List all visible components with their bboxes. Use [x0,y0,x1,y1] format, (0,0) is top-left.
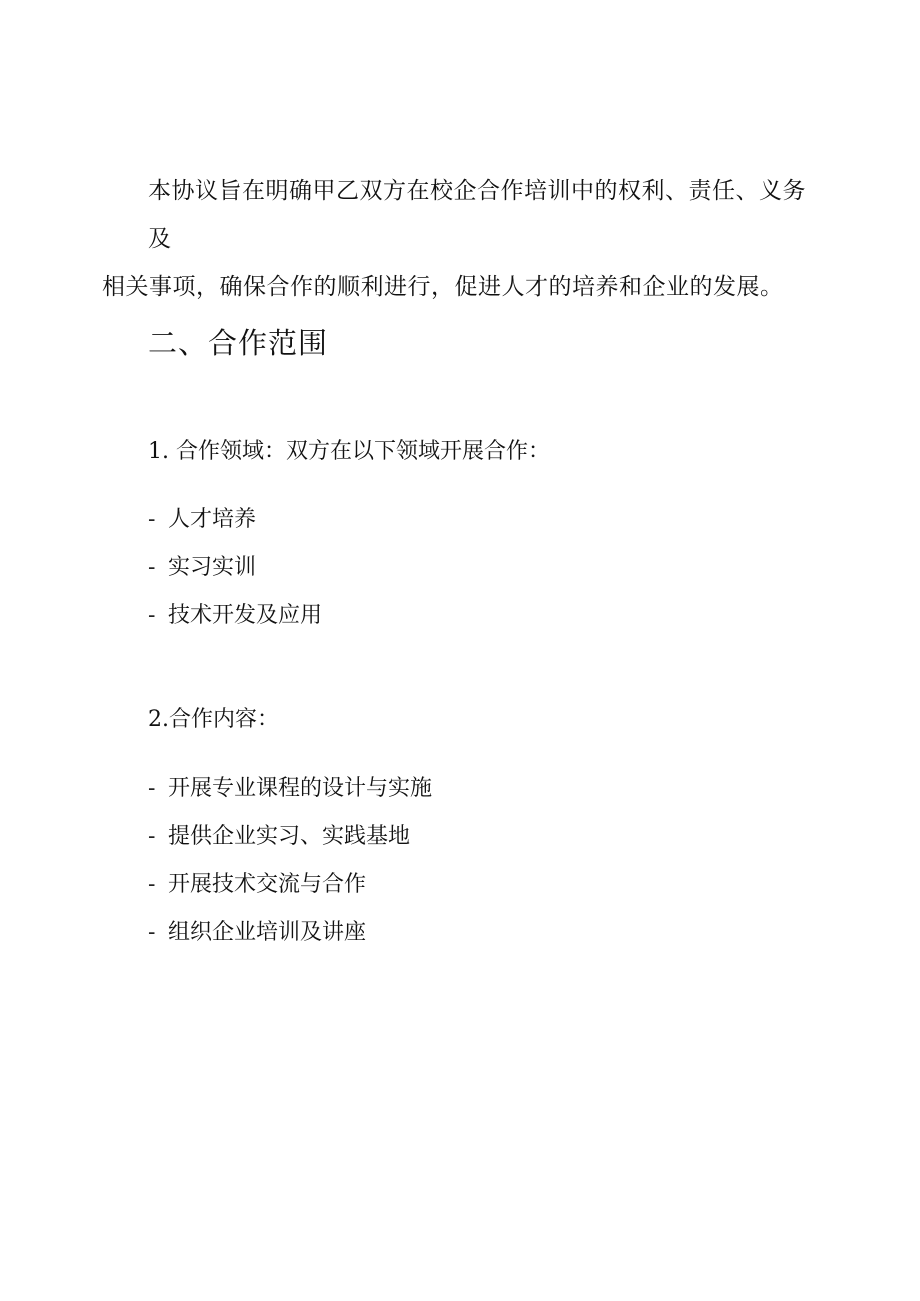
bullet-dash: - [148,824,156,849]
item2-bullet-list [148,765,432,957]
item2-title: 2.合作内容： [148,707,279,732]
section-heading: 二、合作范围 [148,326,329,360]
bullet-text: 技术开发及应用 [168,603,323,628]
list-item [148,813,432,861]
bullet-dash: - [148,603,156,628]
bullet-text: 开展专业课程的设计与实施 [168,776,433,801]
bullet-dash: - [148,776,156,801]
intro-paragraph [102,167,824,311]
bullet-text: 提供企业实习、实践基地 [168,824,411,849]
list-item [148,765,432,813]
bullet-text: 实习实训 [168,555,257,580]
bullet-text: 组织企业培训及讲座 [168,920,367,945]
list-item [148,592,322,640]
list-item [148,496,322,544]
intro-line-2: 相关事项，确保合作的顺利进行，促进人才的培养和企业的发展。 [102,274,784,300]
bullet-text: 人才培养 [168,507,257,532]
item1-bullet-list [148,496,322,640]
list-item [148,861,432,909]
list-item [148,544,322,592]
intro-line-1: 本协议旨在明确甲乙双方在校企合作培训中的权利、责任、义务及 [148,178,806,252]
bullet-dash: - [148,920,156,945]
item1-title: 1. 合作领域：双方在以下领域开展合作： [148,439,550,464]
bullet-dash: - [148,555,156,580]
bullet-dash: - [148,507,156,532]
bullet-text: 开展技术交流与合作 [168,872,367,897]
bullet-dash: - [148,872,156,897]
list-item [148,909,432,957]
